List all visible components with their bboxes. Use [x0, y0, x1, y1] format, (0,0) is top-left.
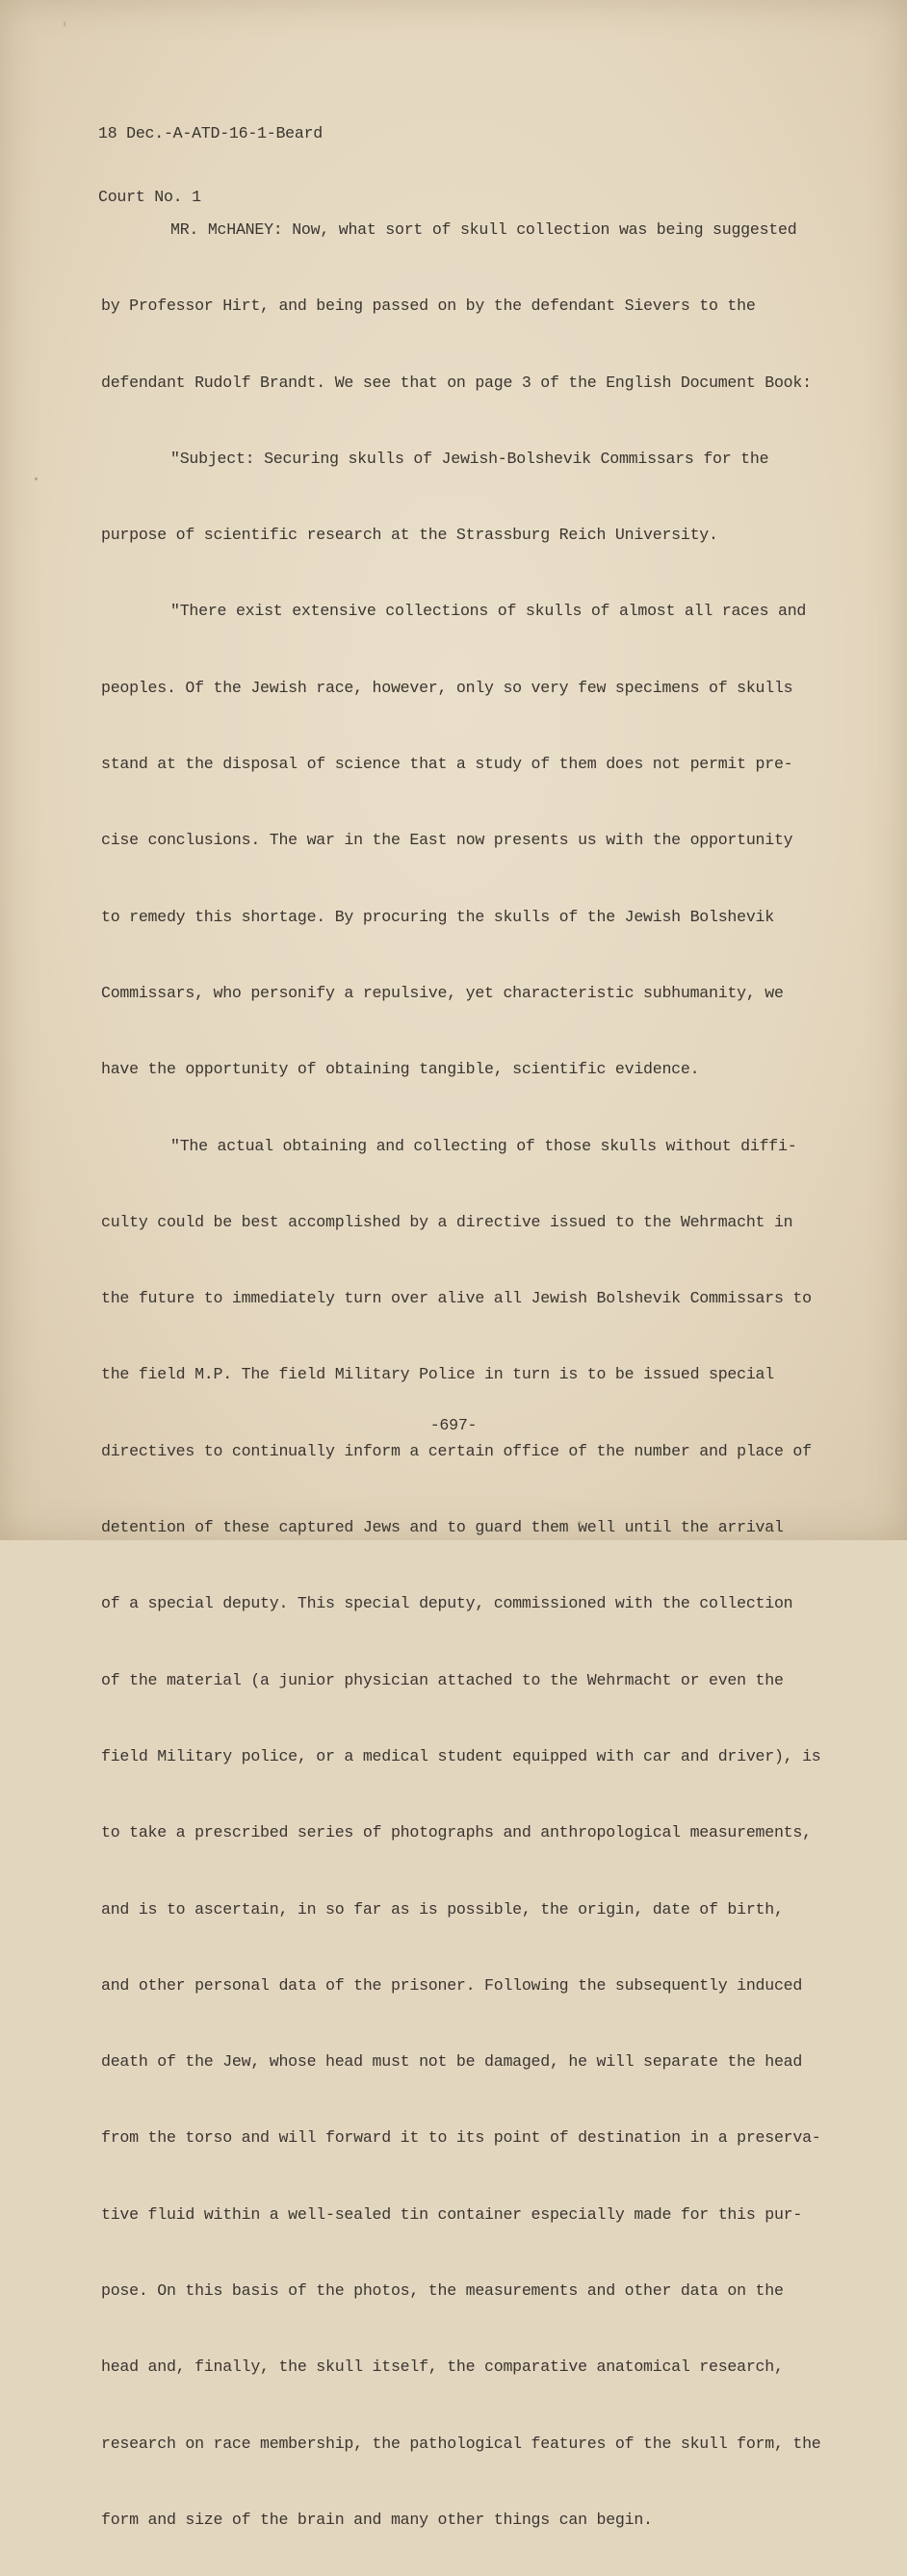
- text-line: form and size of the brain and many other things can begin.: [101, 2510, 653, 2529]
- text-line: "Subject: Securing skulls of Jewish-Bolshevik Commissars for the: [170, 449, 769, 468]
- text-line: research on race membership, the pathological features of the skull form, the: [101, 2434, 821, 2453]
- text-line: have the opportunity of obtaining tangible, scientific evidence.: [101, 1060, 700, 1079]
- text-line: of a special deputy. This special deputy, commissioned with the collection: [101, 1594, 793, 1613]
- text-line: to remedy this shortage. By procuring the skulls of the Jewish Bolshevik: [101, 907, 774, 926]
- text-line: purpose of scientific research at the Strassburg Reich University.: [101, 526, 718, 545]
- text-line: field Military police, or a medical student equipped with car and driver), is: [101, 1746, 821, 1765]
- text-line: culty could be best accomplished by a directive issued to the Wehrmacht in: [101, 1212, 793, 1231]
- text-line: defendant Rudolf Brandt. We see that on page 3 of the English Document Book:: [101, 373, 812, 392]
- paper-speck: [64, 21, 65, 27]
- text-line: stand at the disposal of science that a study of them does not permit pre-: [101, 755, 793, 774]
- text-line: by Professor Hirt, and being passed on by the defendant Sievers to the: [101, 296, 756, 316]
- paper-speck: [578, 1521, 582, 1525]
- text-line: head and, finally, the skull itself, the comparative anatomical research,: [101, 2357, 784, 2377]
- text-line: and other personal data of the prisoner. Following the subsequently induced: [101, 1975, 803, 1995]
- text-line: death of the Jew, whose head must not be damaged, he will separate the head: [101, 2052, 803, 2072]
- text-line: MR. McHANEY: Now, what sort of skull collection was being suggested: [170, 220, 797, 239]
- text-line: cise conclusions. The war in the East now presents us with the opportunity: [101, 831, 793, 850]
- text-line: the field M.P. The field Military Police in turn is to be issued special: [101, 1365, 774, 1384]
- text-line: and is to ascertain, in so far as is possible, the origin, date of birth,: [101, 1899, 784, 1919]
- text-line: directives to continually inform a certain office of the number and place of: [101, 1441, 812, 1460]
- text-line: "There exist extensive collections of skulls of almost all races and: [170, 602, 807, 621]
- text-line: pose. On this basis of the photos, the measurements and other data on the: [101, 2281, 784, 2301]
- text-line: detention of these captured Jews and to guard them well until the arrival: [101, 1518, 784, 1537]
- transcript-body: [101, 173, 862, 2576]
- text-line: tive fluid within a well-sealed tin container especially made for this pur-: [101, 2204, 803, 2224]
- header-court: Court No. 1: [98, 188, 201, 206]
- text-line: to take a prescribed series of photographs and anthropological measurements,: [101, 1823, 812, 1842]
- paper-speck: [35, 477, 38, 480]
- text-line: the future to immediately turn over alive all Jewish Bolshevik Commissars to: [101, 1289, 812, 1308]
- text-line: peoples. Of the Jewish race, however, only so very few specimens of skulls: [101, 678, 793, 697]
- text-line: Commissars, who personify a repulsive, yet characteristic subhumanity, we: [101, 983, 784, 1002]
- page-number: -697-: [429, 1416, 478, 1434]
- header-reference: 18 Dec.-A-ATD-16-1-Beard: [98, 124, 323, 142]
- text-line: from the torso and will forward it to its point of destination in a preserva-: [101, 2128, 821, 2148]
- text-line: "The actual obtaining and collecting of those skulls without diffi-: [170, 1136, 797, 1155]
- text-line: of the material (a junior physician attached to the Wehrmacht or even the: [101, 1670, 784, 1689]
